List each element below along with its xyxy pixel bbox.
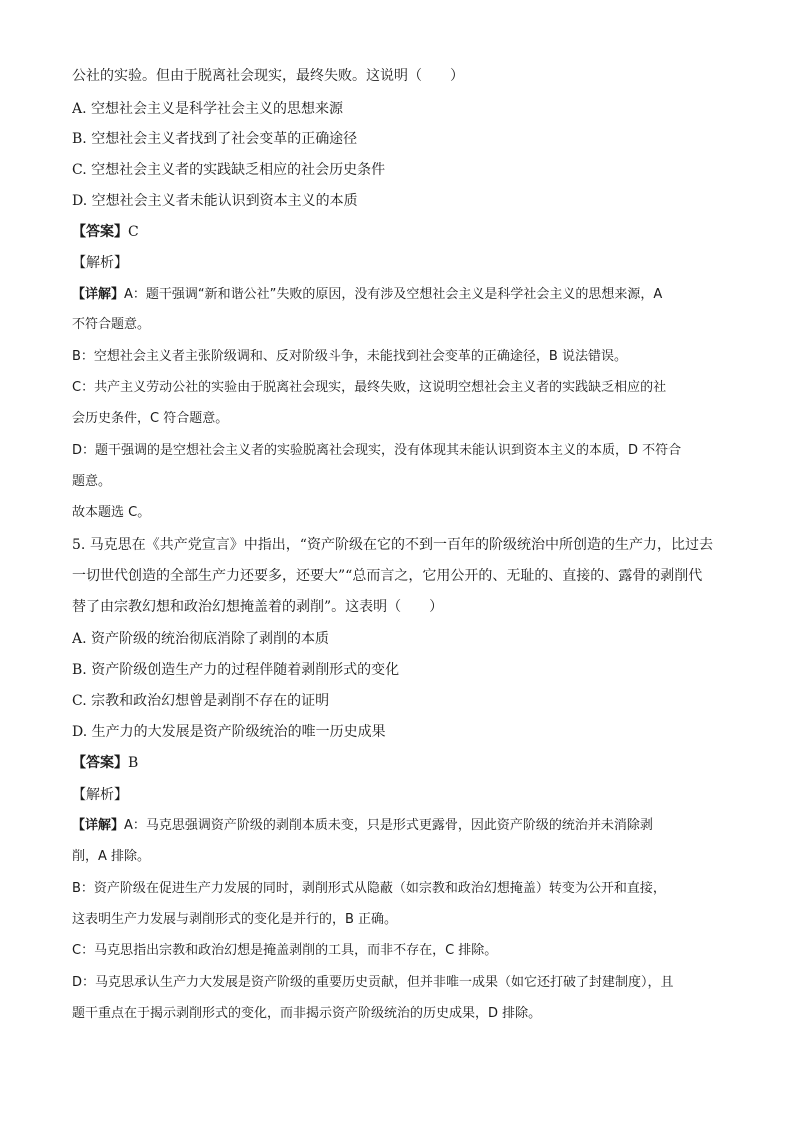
q4-option-c: C. 空想社会主义者的实践缺乏相应的社会历史条件 xyxy=(72,162,386,178)
q4-detail-line: D：题干强调的是空想社会主义者的实验脱离社会现实，没有体现其未能认识到资本主义的本质，D 不符合 xyxy=(72,443,682,458)
answer-label: 【答案】 xyxy=(72,755,128,771)
q5-stem-line: 一切世代创造的全部生产力还要多，还要大”“总而言之，它用公开的、无耻的、直接的、露骨的剥削代 xyxy=(72,568,703,584)
q4-stem-end: 公社的实验。但由于脱离社会现实，最终失败。这说明（ ） xyxy=(72,68,464,84)
q4-detail-line: 【详解】A：题干强调“新和谐公社”失败的原因，没有涉及空想社会主义是科学社会主义的思想来源，A xyxy=(72,287,663,302)
q4-detail-line: 会历史条件，C 符合题意。 xyxy=(72,411,229,426)
q5-option-d: D. 生产力的大发展是资产阶级统治的唯一历史成果 xyxy=(72,724,386,740)
q4-detail-line: 题意。 xyxy=(72,474,112,489)
q5-detail-line: C：马克思指出宗教和政治幻想是掩盖剥削的工具，而非不存在，C 排除。 xyxy=(72,943,498,958)
q4-option-b: B. 空想社会主义者找到了社会变革的正确途径 xyxy=(72,131,358,147)
q5-detail-line: 这表明生产力发展与剥削形式的变化是并行的，B 正确。 xyxy=(72,912,398,927)
q5-option-c: C. 宗教和政治幻想曾是剥削不存在的证明 xyxy=(72,693,330,709)
q4-detail-line: 不符合题意。 xyxy=(72,317,151,332)
answer-value: B xyxy=(128,755,139,771)
answer-label: 【答案】 xyxy=(72,224,128,240)
q5-detail-line: 【详解】A：马克思强调资产阶级的剥削本质未变，只是形式更露骨，因此资产阶级的统治并未消除剥 xyxy=(72,818,653,833)
q5-stem-line: 替了由宗教幻想和政治幻想掩盖着的剥削”。这表明（ ） xyxy=(72,599,444,615)
q4-conclusion: 故本题选 C。 xyxy=(72,505,151,520)
q5-answer xyxy=(72,754,722,772)
q5-option-b: B. 资产阶级创造生产力的过程伴随着剥削形式的变化 xyxy=(72,662,400,678)
q4-analysis-label: 【解析】 xyxy=(72,255,128,271)
q4-option-d: D. 空想社会主义者未能认识到资本主义的本质 xyxy=(72,193,358,209)
detail-label: 【详解】 xyxy=(72,818,125,833)
answer-value: C xyxy=(128,224,139,240)
q5-option-a: A. 资产阶级的统治彻底消除了剥削的本质 xyxy=(72,631,330,647)
detail-label: 【详解】 xyxy=(72,287,125,302)
q4-option-a: A. 空想社会主义是科学社会主义的思想来源 xyxy=(72,101,344,117)
q4-answer xyxy=(72,223,722,241)
q5-analysis-label: 【解析】 xyxy=(72,787,128,803)
q5-stem-line: 5. 马克思在《共产党宣言》中指出，“资产阶级在它的不到一百年的阶级统治中所创造的生产力，比过去 xyxy=(72,537,713,553)
q4-detail-line: C：共产主义劳动公社的实验由于脱离社会现实，最终失败，这说明空想社会主义者的实践缺乏相应的社 xyxy=(72,380,667,395)
q5-detail-line: 削，A 排除。 xyxy=(72,849,151,864)
q4-detail-line: B：空想社会主义者主张阶级调和、反对阶级斗争，未能找到社会变革的正确途径，B 说法错误。 xyxy=(72,349,627,364)
q5-detail-line: D：马克思承认生产力大发展是资产阶级的重要历史贡献，但并非唯一成果（如它还打破了封建制度），且 xyxy=(72,975,674,990)
q5-detail-line: 题干重点在于揭示剥削形式的变化，而非揭示资产阶级统治的历史成果，D 排除。 xyxy=(72,1006,542,1021)
q5-detail-line: B：资产阶级在促进生产力发展的同时，剥削形式从隐蔽（如宗教和政治幻想掩盖）转变为公开和直接， xyxy=(72,881,666,896)
